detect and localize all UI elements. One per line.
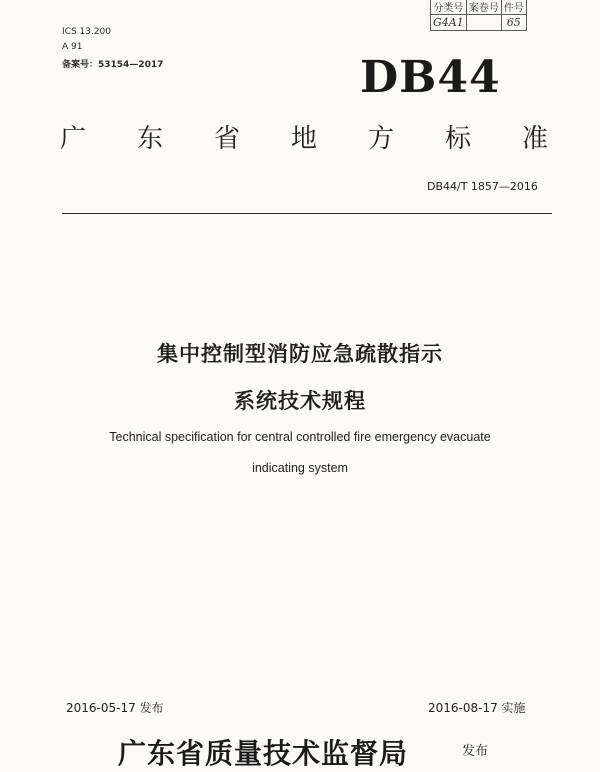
implement-date: 2016-08-17 实施 [428,701,526,715]
issue-date: 2016-05-17 发布 [66,701,164,715]
stamp-value-category: G4A1 [431,15,467,31]
standard-type-heading [0,118,600,158]
standard-type-char: 准 [522,124,549,154]
stamp-header-item: 件号 [501,0,526,15]
standard-type-char: 东 [137,124,164,154]
issuer-suffix: 发布 [462,744,489,759]
record-number: 备案号：53154—2017 [62,60,164,70]
issuing-authority: 广东省质量技术监督局 [118,737,409,770]
title-en-line1: Technical specification for central controlled fire emergency evacuate [109,430,491,444]
stamp-value-file [466,15,501,31]
title-cn-line2: 系统技术规程 [234,389,366,413]
title-cn-line1: 集中控制型消防应急疏散指示 [157,342,443,366]
stamp-header-file: 案卷号 [466,0,501,15]
archive-stamp-table [430,0,527,31]
stamp-value-item: 65 [501,15,526,31]
title-en-line2: indicating system [252,461,348,475]
category-code: A 91 [62,42,83,52]
standard-type-char: 标 [445,124,472,154]
standard-type-char: 省 [214,124,241,154]
standard-type-char: 地 [291,124,318,154]
standard-code-logo: DB44 [360,52,501,103]
standard-number: DB44/T 1857—2016 [427,180,538,193]
stamp-header-category: 分类号 [431,0,467,15]
ics-code: ICS 13.200 [62,27,112,37]
standard-type-char: 广 [60,124,87,154]
header-divider [62,213,552,214]
standard-type-char: 方 [368,124,395,154]
